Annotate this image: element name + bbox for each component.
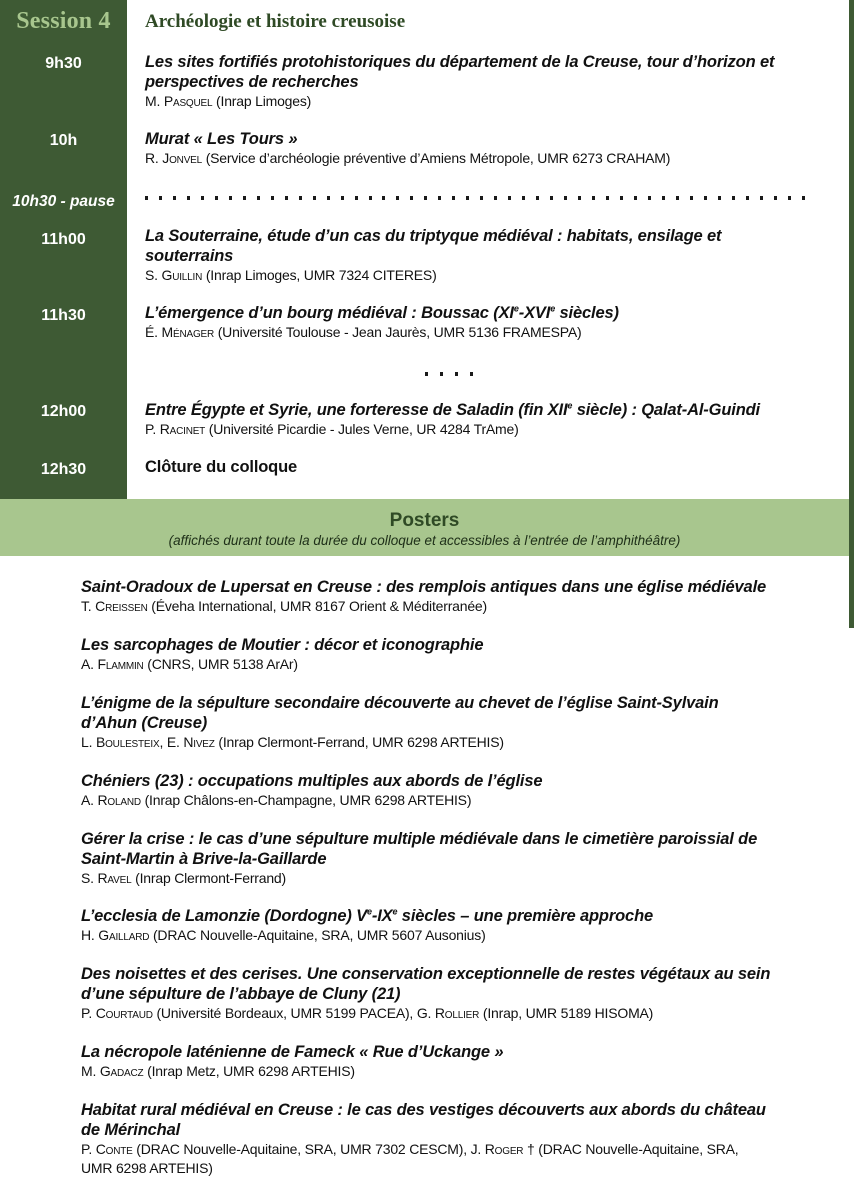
separator-dot — [271, 196, 274, 200]
separator-dot — [201, 196, 204, 200]
short-dotted-separator — [425, 364, 473, 384]
separator-dot — [592, 196, 595, 200]
poster-entry — [81, 829, 771, 888]
author-name: A. Flammin — [81, 656, 144, 672]
poster-entry — [81, 577, 771, 616]
poster-entry — [81, 964, 771, 1023]
talk-entry — [145, 303, 805, 342]
title-part: -IX — [371, 907, 393, 925]
separator-dot — [327, 196, 330, 200]
author-name: H. Gaillard — [81, 927, 150, 943]
talk-entry — [145, 457, 805, 477]
author-separator: , — [159, 734, 167, 750]
separator-dot — [355, 196, 358, 200]
author-name: A. Roland — [81, 792, 141, 808]
separator-dot — [620, 196, 623, 200]
author-affiliation: (DRAC Nouvelle-Aquitaine, SRA, UMR 7302 CESCM), — [132, 1141, 471, 1157]
author-affiliation: (Inrap Metz, UMR 6298 ARTEHIS) — [143, 1063, 355, 1079]
talk-title: Murat « Les Tours » — [145, 130, 298, 148]
separator-dot — [243, 196, 246, 200]
title-superscript: e — [550, 303, 556, 314]
poster-author — [81, 791, 771, 810]
separator-dot — [229, 196, 232, 200]
poster-title: Habitat rural médiéval en Creuse : le cas des vestiges découverts aux abords du château de Mérinchal — [81, 1101, 766, 1139]
poster-title: Chéniers (23) : occupations multiples aux abords de l’église — [81, 772, 543, 790]
poster-author — [81, 733, 771, 752]
author-name: L. Boulesteix — [81, 734, 160, 750]
poster-author — [81, 1004, 771, 1023]
poster-title: Des noisettes et des cerises. Une conservation exceptionnelle de restes végétaux au sein d’une sépulture de l’abbaye de Cluny (21) — [81, 965, 771, 1003]
session-label: Session 4 — [16, 8, 111, 34]
poster-title: La nécropole laténienne de Fameck « Rue d’Uckange » — [81, 1043, 504, 1061]
poster-title: L’énigme de la sépulture secondaire découverte au chevet de l’église Saint-Sylvain d’Ahun (Creuse) — [81, 694, 719, 732]
separator-dot — [662, 196, 665, 200]
talk-author — [145, 323, 805, 342]
author-name: É. Ménager — [145, 324, 215, 340]
author-affiliation: (CNRS, UMR 5138 ArAr) — [143, 656, 298, 672]
separator-dot — [788, 196, 791, 200]
separator-dot — [313, 196, 316, 200]
separator-dot — [690, 196, 693, 200]
talk-entry — [145, 226, 805, 285]
separator-dot — [410, 196, 413, 200]
separator-dot — [299, 196, 302, 200]
author-affiliation: (Inrap Châlons-en-Champagne, UMR 6298 ARTEHIS) — [140, 792, 472, 808]
title-superscript: e — [392, 906, 398, 917]
author-name: S. Guillin — [145, 267, 203, 283]
separator-dot — [760, 196, 763, 200]
separator-dot — [424, 196, 427, 200]
separator-dot — [159, 196, 162, 200]
author-name: G. Rollier — [416, 1005, 480, 1021]
author-name: T. Creissen — [81, 598, 148, 614]
schedule-sidebar — [0, 0, 127, 499]
time-slot: 11h30 — [41, 307, 86, 324]
poster-entry — [81, 1042, 771, 1081]
separator-dot — [466, 196, 469, 200]
title-part: siècle) : Qalat-Al-Guindi — [572, 401, 760, 419]
talk-entry — [145, 52, 805, 111]
time-slot: 10h — [49, 132, 78, 149]
talk-author — [145, 149, 805, 168]
talk-title: La Souterraine, étude d’un cas du triptyque médiéval : habitats, ensilage et souterrains — [145, 227, 722, 265]
separator-dot — [606, 196, 609, 200]
time-slot: 12h00 — [40, 403, 87, 420]
poster-entry — [81, 693, 771, 752]
author-name: E. Nivez — [166, 734, 215, 750]
separator-dot — [187, 196, 190, 200]
separator-dot — [369, 196, 372, 200]
separator-dot — [145, 196, 148, 200]
author-affiliation: † (DRAC Nouvelle-Aquitaine, SRA, UMR 6298 ARTEHIS) — [81, 1141, 739, 1176]
title-part: L’émergence d’un bourg médiéval : Boussac (XI — [145, 304, 514, 322]
poster-entry — [81, 906, 771, 945]
poster-entry — [81, 635, 771, 674]
posters-title: Posters — [389, 510, 460, 531]
title-superscript: e — [567, 400, 573, 411]
poster-entry — [81, 771, 771, 810]
separator-dot — [522, 196, 525, 200]
separator-dot — [578, 196, 581, 200]
separator-dot — [494, 196, 497, 200]
separator-dot — [648, 196, 651, 200]
talk-entry — [145, 129, 805, 168]
poster-entry — [81, 1100, 771, 1178]
separator-dot — [425, 372, 428, 376]
separator-dot — [396, 196, 399, 200]
talk-title: Les sites fortifiés protohistoriques du département de la Creuse, tour d’horizon et perspectives de recherches — [145, 53, 775, 91]
author-affiliation: (Inrap Limoges) — [212, 93, 312, 109]
separator-dot — [704, 196, 707, 200]
author-name: P. Courtaud — [81, 1005, 153, 1021]
separator-dot — [341, 196, 344, 200]
separator-dot — [438, 196, 441, 200]
talk-entry — [145, 400, 805, 439]
author-name: M. Pasquel — [145, 93, 213, 109]
author-affiliation: (Service d’archéologie préventive d’Amiens Métropole, UMR 6273 CRAHAM) — [202, 150, 671, 166]
talk-author — [145, 420, 805, 439]
separator-dot — [746, 196, 749, 200]
time-slot-pause: 10h30 - pause — [12, 193, 115, 210]
author-affiliation: (Éveha International, UMR 8167 Orient & Méditerranée) — [147, 598, 487, 614]
author-affiliation: (Inrap, UMR 5189 HISOMA) — [479, 1005, 654, 1021]
poster-author — [81, 655, 771, 674]
separator-dot — [550, 196, 553, 200]
separator-dot — [285, 196, 288, 200]
separator-dot — [173, 196, 176, 200]
author-name: P. Conte — [81, 1141, 133, 1157]
poster-title: Saint-Oradoux de Lupersat en Creuse : des remplois antiques dans une église médiévale — [81, 578, 767, 596]
separator-dot — [564, 196, 567, 200]
author-name: R. Jonvel — [145, 150, 202, 166]
author-affiliation: (Inrap Clermont-Ferrand, UMR 6298 ARTEHIS) — [214, 734, 504, 750]
time-slot: 12h30 — [40, 461, 87, 478]
poster-author — [81, 869, 771, 888]
title-part: L’ecclesia de Lamonzie (Dordogne) V — [81, 907, 368, 925]
separator-dot — [634, 196, 637, 200]
title-part: siècles – une première approche — [397, 907, 654, 925]
poster-title — [81, 906, 771, 926]
author-affiliation: (Inrap Limoges, UMR 7324 CITERES) — [202, 267, 437, 283]
separator-dot — [452, 196, 455, 200]
talk-author — [145, 92, 805, 111]
poster-author — [81, 1062, 771, 1081]
title-part: siècles) — [555, 304, 619, 322]
pause-dotted-separator — [145, 188, 805, 208]
session-title: Archéologie et histoire creusoise — [145, 11, 406, 32]
author-affiliation: (DRAC Nouvelle-Aquitaine, SRA, UMR 5607 Ausonius) — [149, 927, 486, 943]
separator-dot — [470, 372, 473, 376]
talk-title — [145, 303, 805, 323]
time-slot: 11h00 — [41, 231, 86, 248]
poster-title: Les sarcophages de Moutier : décor et iconographie — [81, 636, 484, 654]
right-edge-bar — [849, 0, 854, 628]
separator-dot — [382, 196, 385, 200]
poster-author — [81, 926, 771, 945]
author-name: M. Gadacz — [81, 1063, 144, 1079]
separator-dot — [536, 196, 539, 200]
talk-title: Clôture du colloque — [145, 458, 298, 476]
poster-author — [81, 597, 771, 616]
title-superscript: e — [367, 906, 372, 917]
separator-dot — [802, 196, 805, 200]
separator-dot — [440, 372, 443, 376]
separator-dot — [676, 196, 679, 200]
time-slot: 9h30 — [45, 55, 82, 72]
separator-dot — [257, 196, 260, 200]
talk-author — [145, 266, 805, 285]
author-name: J. Roger — [470, 1141, 524, 1157]
separator-dot — [774, 196, 777, 200]
author-name: S. Ravel — [81, 870, 132, 886]
author-name: P. Racinet — [145, 421, 206, 437]
posters-subtitle: (affichés durant toute la durée du colloque et accessibles à l’entrée de l’amphithéâtre) — [168, 533, 681, 548]
separator-dot — [215, 196, 218, 200]
poster-title: Gérer la crise : le cas d’une sépulture multiple médiévale dans le cimetière paroissial de Saint-Martin à Brive-la-Gaillarde — [81, 830, 758, 868]
separator-dot — [480, 196, 483, 200]
title-part: -XVI — [518, 304, 551, 322]
separator-dot — [455, 372, 458, 376]
author-affiliation: (Inrap Clermont-Ferrand) — [131, 870, 286, 886]
title-part: Entre Égypte et Syrie, une forteresse de Saladin (fin XII — [145, 401, 568, 419]
separator-dot — [508, 196, 511, 200]
separator-dot — [732, 196, 735, 200]
talk-title — [145, 400, 805, 420]
title-superscript: e — [513, 303, 519, 314]
author-affiliation: (Université Picardie - Jules Verne, UR 4284 TrAme) — [205, 421, 519, 437]
separator-dot — [718, 196, 721, 200]
author-affiliation: (Université Bordeaux, UMR 5199 PACEA), — [152, 1005, 417, 1021]
author-affiliation: (Université Toulouse - Jean Jaurès, UMR 5136 FRAMESPA) — [214, 324, 582, 340]
poster-author — [81, 1140, 771, 1178]
